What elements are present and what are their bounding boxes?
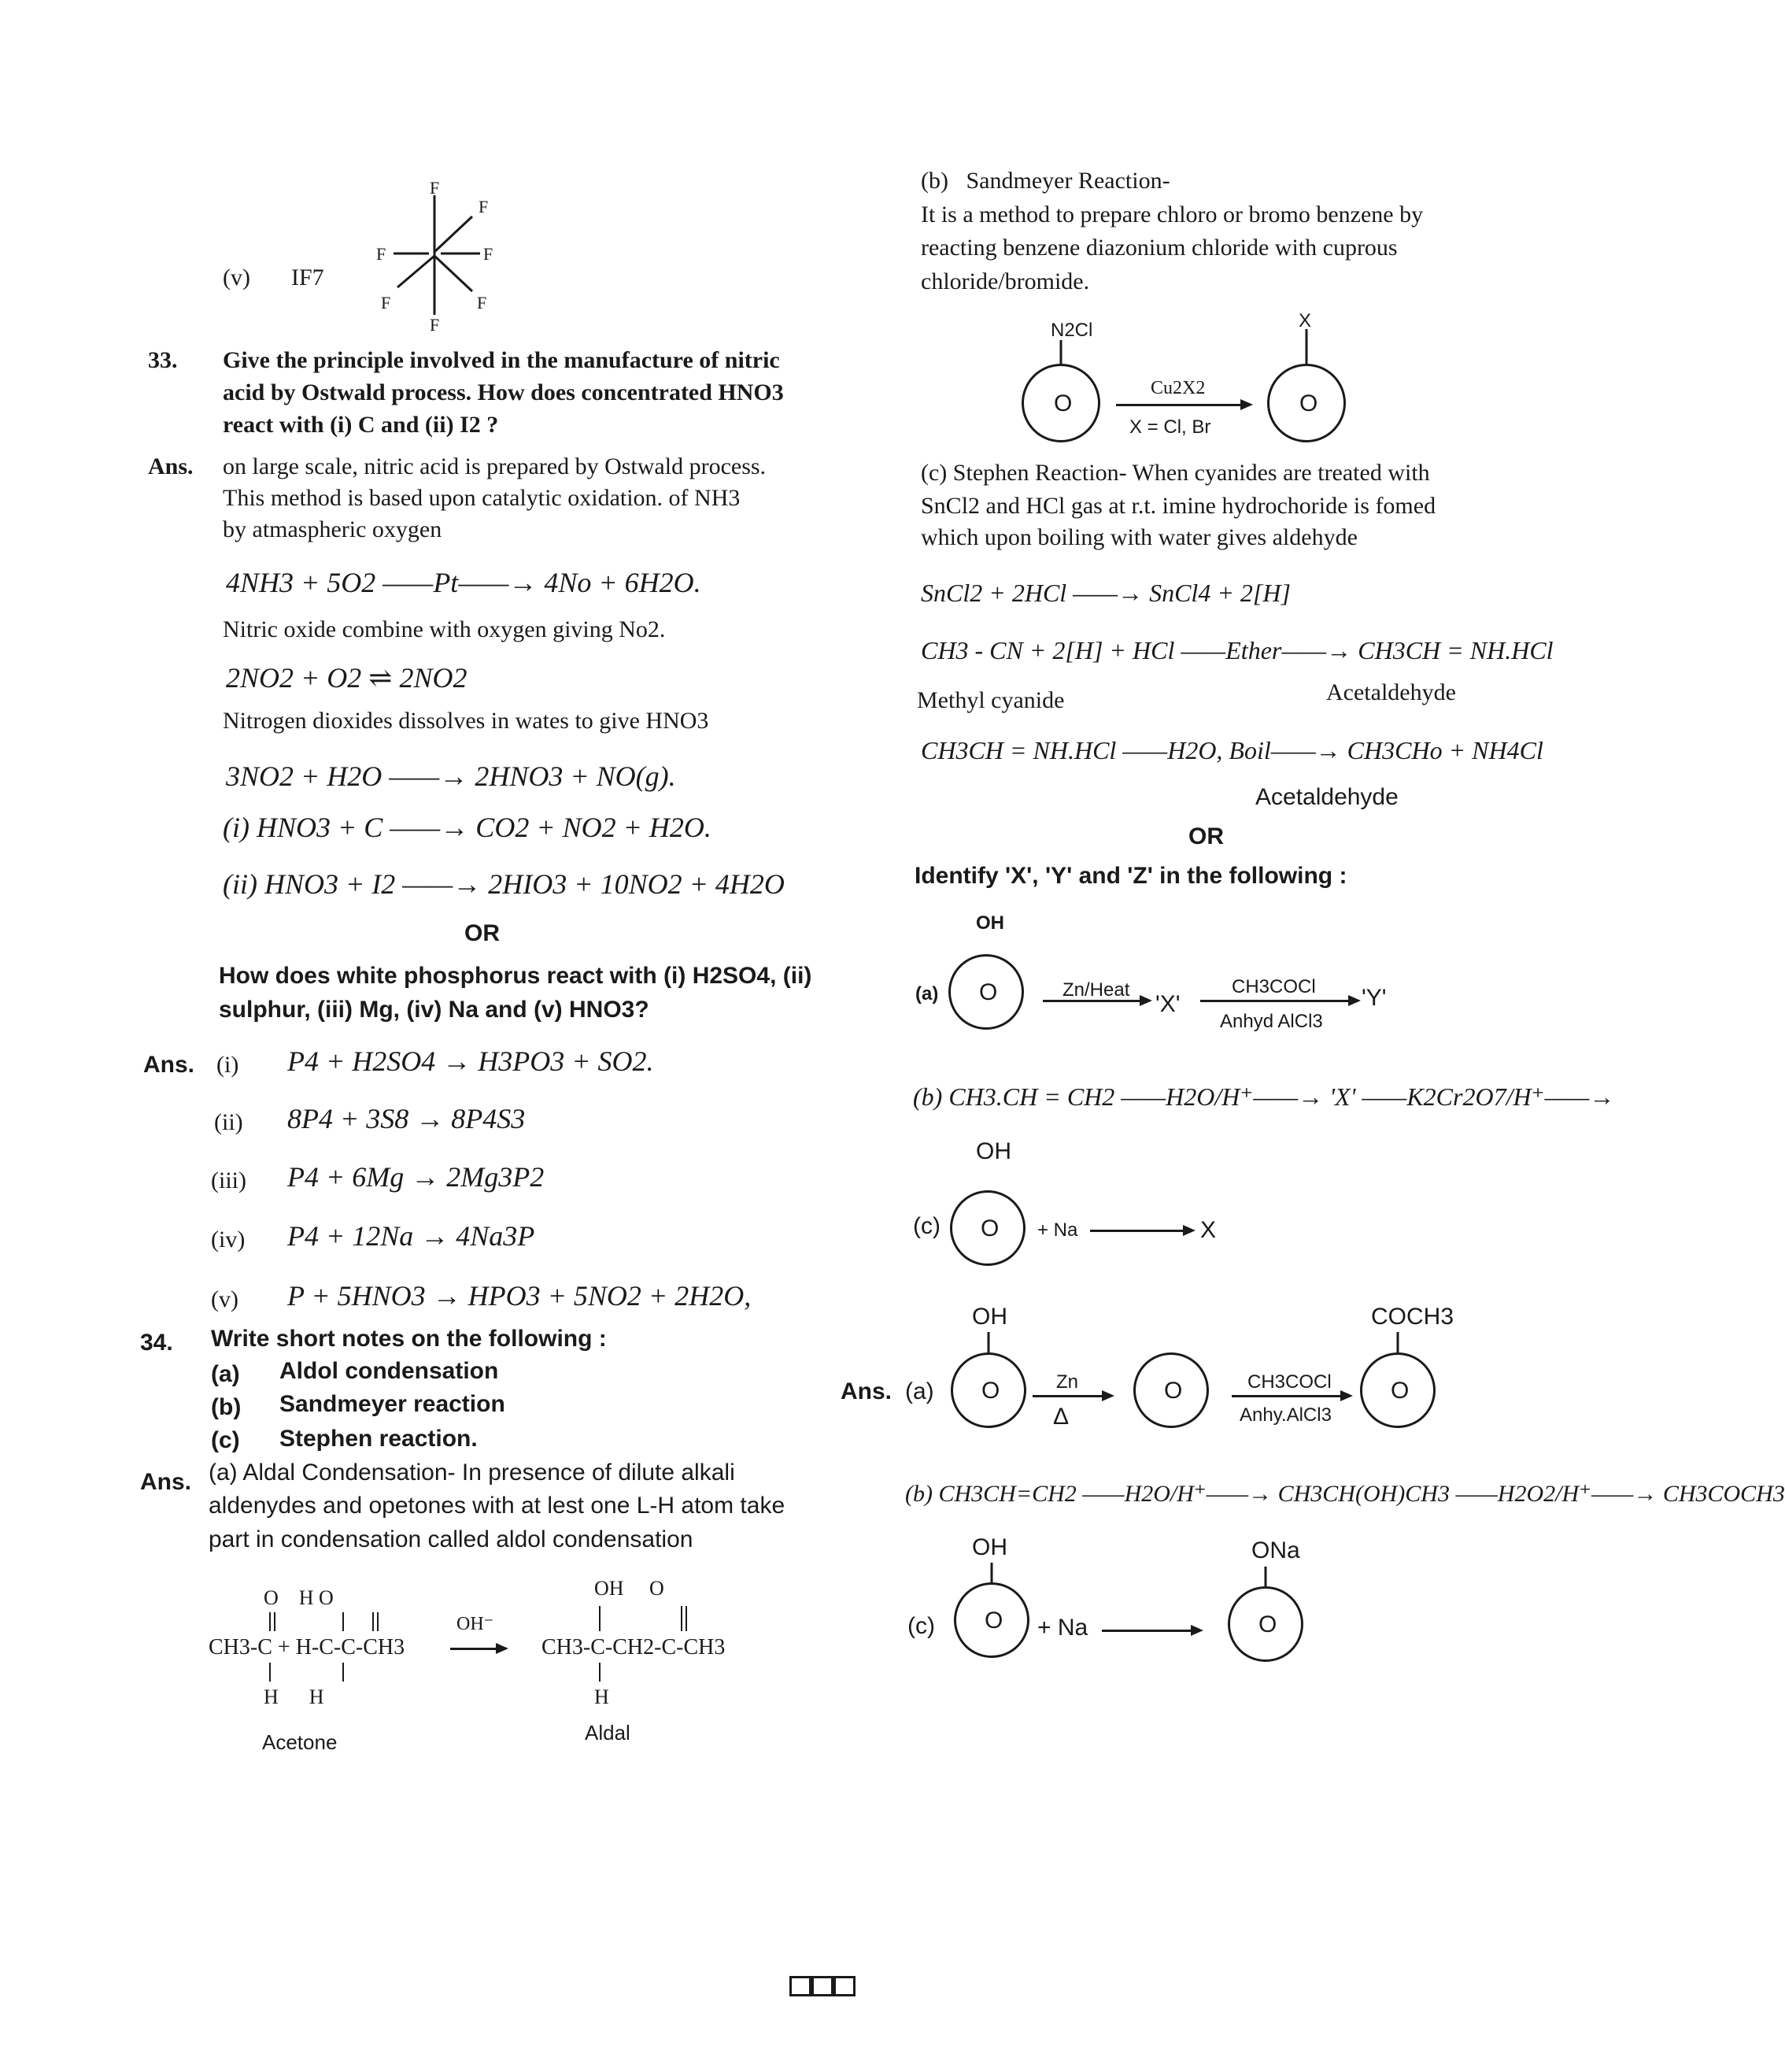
- aldol-product-top: OH O: [594, 1577, 664, 1600]
- footer-ornament-1: [789, 1976, 811, 1996]
- aldol-label-acetone: Acetone: [262, 1730, 338, 1754]
- aa-reagent-2-top: CH3COCl: [1247, 1371, 1332, 1393]
- sandmeyer-substituent-left: N2Cl: [1051, 320, 1093, 341]
- aa-reagent-2-bottom: Anhy.AlCl3: [1240, 1404, 1332, 1426]
- svg-text:F: F: [483, 244, 493, 264]
- qa-reagent-2-bottom: Anhyd AlCl3: [1220, 1011, 1323, 1032]
- qa-oh: OH: [976, 912, 1004, 934]
- qa-reagent-1: Zn/Heat: [1062, 979, 1130, 1001]
- qb-equation: (b) CH3.CH = CH2 ——H2O/H⁺——→ 'X' ——K2Cr2O7/H⁺——→: [913, 1082, 1615, 1111]
- a33-hno3-line: Nitrogen dioxides dissolves in wates to give HNO3: [223, 708, 709, 734]
- aa-reagent-top: Zn: [1056, 1371, 1079, 1393]
- sandmeyer-line-2: reacting benzene diazonium chloride with cuprous: [921, 235, 1398, 261]
- aldol-reagent: OH⁻: [456, 1614, 494, 1634]
- stephen-acetaldehyde-1: Acetaldehyde: [1326, 679, 1456, 705]
- a34-line-3: part in condensation called aldol condensation: [209, 1526, 693, 1552]
- aldol-product: CH3-C-CH2-C-CH3: [541, 1635, 726, 1659]
- benzene-ring-acetophenone: O: [1360, 1352, 1436, 1428]
- svg-text:F: F: [479, 197, 489, 216]
- svg-text:F: F: [430, 178, 440, 198]
- benzene-ring-phenol-q: O: [948, 954, 1024, 1030]
- aa-label: (a): [905, 1378, 934, 1404]
- benzene-ring-halide: O: [1267, 364, 1346, 442]
- aldol-product-bottom: H: [594, 1685, 609, 1708]
- sandmeyer-line-1: It is a method to prepare chloro or bromo benzene by: [921, 202, 1424, 228]
- p-equation-5: P + 5HNO3 → HPO3 + 5NO2 + 2H2O,: [287, 1280, 752, 1312]
- q33-number: 33.: [148, 347, 178, 373]
- equation-ostwald-3: 3NO2 + H2O ——→ 2HNO3 + NO(g).: [226, 760, 676, 792]
- ac-label: (c): [907, 1613, 935, 1639]
- aldol-label-aldal: Aldal: [585, 1721, 630, 1745]
- sandmeyer-reagent-top: Cu2X2: [1151, 378, 1206, 398]
- benzene-ring-diazonium: O: [1022, 364, 1100, 442]
- item-v-label: (v): [223, 265, 250, 290]
- p-label-2: (ii): [214, 1109, 243, 1135]
- q34-item-b: Sandmeyer reaction: [279, 1391, 505, 1417]
- stephen-line-2: SnCl2 and HCl gas at r.t. imine hydrochoride is fomed: [921, 493, 1436, 519]
- aa-oh: OH: [972, 1304, 1007, 1330]
- svg-text:F: F: [477, 293, 487, 313]
- benzene-ring-phenol-a: O: [951, 1352, 1026, 1428]
- qa-x: 'X': [1155, 991, 1181, 1017]
- benzene-ring-phenol-c: O: [954, 1582, 1029, 1658]
- qa-label: (a): [915, 983, 939, 1005]
- ac-product-substituent: ONa: [1251, 1537, 1300, 1563]
- stephen-equation-2: CH3 - CN + 2[H] + HCl ——Ether——→ CH3CH = NH.HCl: [921, 636, 1554, 664]
- p-label-1: (i): [216, 1052, 239, 1078]
- answer-label-p: Ans.: [143, 1052, 195, 1078]
- p-equation-2: 8P4 + 3S8 → 8P4S3: [287, 1103, 526, 1134]
- svg-text:F: F: [381, 293, 391, 313]
- equation-ostwald-1: 4NH3 + 5O2 ——Pt——→ 4No + 6H2O.: [226, 567, 701, 598]
- answer-label-34: Ans.: [140, 1469, 192, 1495]
- footer-ornament-2: [811, 1976, 833, 1996]
- q34-item-c: Stephen reaction.: [279, 1426, 478, 1452]
- a33-line-2: This method is based upon catalytic oxidation. of NH3: [223, 485, 741, 511]
- a33-line-3: by atmaspheric oxygen: [223, 516, 442, 542]
- sandmeyer-title: (b) Sandmeyer Reaction-: [921, 168, 1170, 194]
- qc-x: X: [1200, 1217, 1217, 1243]
- equation-hno3-iodine: (ii) HNO3 + I2 ——→ 2HIO3 + 10NO2 + 4H2O: [223, 868, 785, 900]
- aldol-reactant-top: O H O: [264, 1586, 334, 1609]
- benzene-ring-phenol-qc: O: [950, 1190, 1026, 1266]
- benzene-ring-a: O: [1133, 1352, 1209, 1428]
- aldol-reactant: CH3-C + H-C-C-CH3: [209, 1635, 405, 1659]
- qa-reagent-2-top: CH3COCl: [1232, 976, 1316, 997]
- p-label-5: (v): [211, 1286, 238, 1312]
- aa-product-substituent: COCH3: [1371, 1304, 1454, 1330]
- item-v-formula: IF7: [291, 265, 324, 290]
- footer-ornament-3: [833, 1976, 856, 1996]
- q34-item-a: Aldol condensation: [279, 1358, 499, 1384]
- a34-line-2: aldenydes and opetones with at lest one L-H atom take: [209, 1493, 785, 1519]
- a33-line-1: on large scale, nitric acid is prepared by Ostwald process.: [223, 453, 767, 479]
- q34-label-c: (c): [211, 1427, 240, 1453]
- p-label-4: (iv): [211, 1227, 246, 1252]
- q-or-line-1: How does white phosphorus react with (i) H2SO4, (ii): [219, 963, 812, 989]
- answer-label: Ans.: [148, 453, 194, 479]
- qc-oh: OH: [976, 1138, 1011, 1164]
- stephen-acetaldehyde-2: Acetaldehyde: [1255, 784, 1399, 810]
- p-equation-1: P4 + H2SO4 → H3PO3 + SO2.: [287, 1045, 654, 1077]
- or-divider-left: OR: [464, 920, 500, 946]
- q34-label-a: (a): [211, 1361, 240, 1387]
- answer-label-right: Ans.: [841, 1378, 893, 1404]
- ac-arrow: [1102, 1630, 1200, 1632]
- equation-hno3-carbon: (i) HNO3 + C ——→ CO2 + NO2 + H2O.: [223, 812, 711, 843]
- stephen-methyl-cyanide: Methyl cyanide: [917, 687, 1065, 713]
- aa-arrow-2: [1232, 1395, 1350, 1397]
- benzene-ring-phenoxide: O: [1228, 1586, 1303, 1662]
- svg-text:F: F: [376, 244, 386, 264]
- aa-reagent-bottom: Δ: [1053, 1404, 1070, 1430]
- stephen-equation-3: CH3CH = NH.HCl ——H2O, Boil——→ CH3CHo + NH4Cl: [921, 736, 1543, 764]
- stephen-line-1: (c) Stephen Reaction- When cyanides are treated with: [921, 460, 1430, 486]
- p-equation-4: P4 + 12Na → 4Na3P: [287, 1220, 535, 1252]
- svg-text:F: F: [430, 315, 440, 335]
- ac-plus-na: + Na: [1037, 1615, 1088, 1641]
- ac-oh: OH: [972, 1534, 1007, 1560]
- aa-arrow-1: [1033, 1395, 1111, 1397]
- a34-line-1: (a) Aldal Condensation- In presence of dilute alkali: [209, 1460, 735, 1486]
- q34-title: Write short notes on the following :: [211, 1326, 607, 1352]
- aldol-reactant-bottom: H H: [264, 1685, 324, 1708]
- sandmeyer-line-3: chloride/bromide.: [921, 268, 1090, 294]
- ab-equation: (b) CH3CH=CH2 ——H2O/H⁺——→ CH3CH(OH)CH3 ——H2O2/H⁺——→ CH3COCH3: [905, 1481, 1785, 1507]
- q-or-line-2: sulphur, (iii) Mg, (iv) Na and (v) HNO3?: [219, 997, 649, 1023]
- q34-number: 34.: [140, 1330, 173, 1356]
- identify-heading: Identify 'X', 'Y' and 'Z' in the following :: [915, 863, 1347, 889]
- equation-ostwald-2: 2NO2 + O2 ⇌ 2NO2: [226, 662, 468, 694]
- qc-plus-na: + Na: [1037, 1219, 1078, 1241]
- p-label-3: (iii): [211, 1167, 246, 1193]
- stephen-equation-1: SnCl2 + 2HCl ——→ SnCl4 + 2[H]: [921, 579, 1291, 607]
- a33-no2-line: Nitric oxide combine with oxygen giving No2.: [223, 616, 666, 642]
- q33-line-3: react with (i) C and (ii) I2 ?: [223, 412, 499, 438]
- qa-y: 'Y': [1362, 985, 1387, 1011]
- q33-line-2: acid by Ostwald process. How does concentrated HNO3: [223, 379, 784, 405]
- sandmeyer-substituent-right: X: [1299, 310, 1312, 331]
- or-divider-right: OR: [1188, 823, 1224, 849]
- p-equation-3: P4 + 6Mg → 2Mg3P2: [287, 1161, 545, 1193]
- qc-label: (c): [913, 1213, 941, 1239]
- q33-line-1: Give the principle involved in the manufacture of nitric: [223, 347, 780, 373]
- q34-label-b: (b): [211, 1394, 242, 1420]
- sandmeyer-reagent-bottom: X = Cl, Br: [1129, 416, 1211, 438]
- stephen-line-3: which upon boiling with water gives aldehyde: [921, 524, 1358, 550]
